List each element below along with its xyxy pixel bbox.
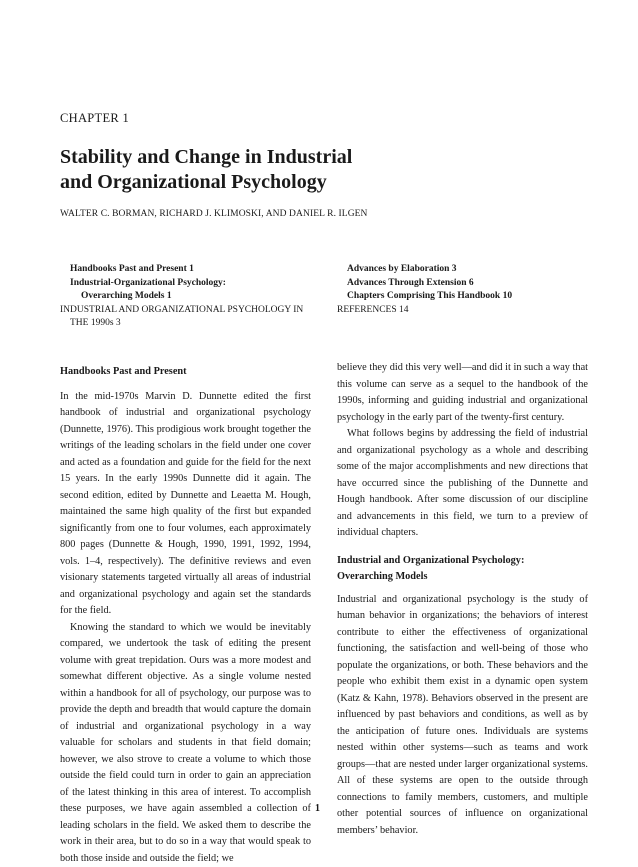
- body-column-left: [60, 364, 311, 867]
- paragraph: Industrial and organizational psychology is the study of human behavior in organizations; the behaviors of interest contribute to either the effectiveness of organizational functioning, the satisfaction and well-being of those who populate the organizations, or both. These behaviors and the people who exhibit them exist in a dynamic open system (Katz & Kahn, 1978). Behaviors observed in the present are influenced by past behaviors and conditions, as well as by the anticipation of future ones. Individuals are systems nested within other systems—such as teams and work groups—that are nested under larger organizational systems. All of these systems are open to the outside through connections to family members, customers, and multiple other potential sources of influence on organizational members’ behavior.: [337, 592, 588, 840]
- page-number: 1: [315, 803, 320, 814]
- toc-entry: Advances by Elaboration 3: [337, 263, 597, 277]
- section-heading: [337, 553, 588, 586]
- chapter-title-line-2: and Organizational Psychology: [60, 170, 480, 195]
- toc-entry: Chapters Comprising This Handbook 10: [337, 290, 597, 304]
- paragraph: believe they did this very well—and did it in such a way that this volume can serve as a sequel to the handbook of the 1990s, informing and guiding industrial and organizational psychology in the early part of the twenty-first century.: [337, 360, 588, 426]
- toc-right-column: [337, 263, 597, 317]
- toc-entry: Handbooks Past and Present 1: [60, 263, 320, 277]
- toc-entry: INDUSTRIAL AND ORGANIZATIONAL PSYCHOLOGY IN: [60, 304, 320, 318]
- toc-entry: THE 1990s 3: [60, 317, 320, 331]
- paragraph: Knowing the standard to which we would be inevitably compared, we undertook the task of editing the present volume with great trepidation. Ours was a more modest and somewhat different objective. As a single volume nested within a handbook for all of psychology, our purpose was to provide the depth and breadth that would capture the domain of industrial and organizational psychology in a way valuable for scholars and students in that field domain; however, we also strove to create a volume to which those outside the field could turn in order to gain an appreciation of the latest thinking in this area of interest. To accomplish these purposes, we have again assembled a collection of leading scholars in the field. We asked them to describe the work in their area, but to do so in a way that would speak to both those inside and outside the field; we: [60, 620, 311, 867]
- toc-entry: REFERENCES 14: [337, 304, 597, 318]
- author-list: WALTER C. BORMAN, RICHARD J. KLIMOSKI, AND DANIEL R. ILGEN: [60, 209, 368, 219]
- body-column-right: [337, 360, 588, 839]
- section-heading-line-1: Industrial and Organizational Psychology:: [337, 555, 524, 566]
- toc-entry: Overarching Models 1: [60, 290, 320, 304]
- section-heading: Handbooks Past and Present: [60, 364, 311, 381]
- section-heading-line-2: Overarching Models: [337, 571, 427, 582]
- paragraph: What follows begins by addressing the field of industrial and organizational psychology as a whole and describing some of the major accomplishments and new directions that have occurred since the publishing of the Dunnette and Hough handbook. After some discussion of our discipline and advancements in this field, we turn to a preview of individual chapters.: [337, 426, 588, 542]
- paragraph: In the mid-1970s Marvin D. Dunnette edited the first handbook of industrial and organizational psychology (Dunnette, 1976). This prodigious work brought together the writings of the leading scholars in the field under one cover and acted as a foundation and guide for the field for the next 15 years. In the early 1990s Dunnette did it again. The second edition, edited by Dunnette and Leaetta M. Hough, maintained the same high quality of the first but expanded significantly from one to four volumes, each approximately 800 pages (Dunnette & Hough, 1990, 1991, 1992, 1994, vols. 1–4, respectively). The definitive reviews and even visionary statements targeted virtually all areas of industrial and organizational psychology and again set the standards for the field.: [60, 389, 311, 620]
- chapter-title: [60, 145, 480, 195]
- toc-entry: Industrial-Organizational Psychology:: [60, 277, 320, 291]
- toc-left-column: [60, 263, 320, 331]
- chapter-title-line-1: Stability and Change in Industrial: [60, 145, 480, 170]
- toc-entry: Advances Through Extension 6: [337, 277, 597, 291]
- chapter-label: CHAPTER 1: [60, 111, 129, 126]
